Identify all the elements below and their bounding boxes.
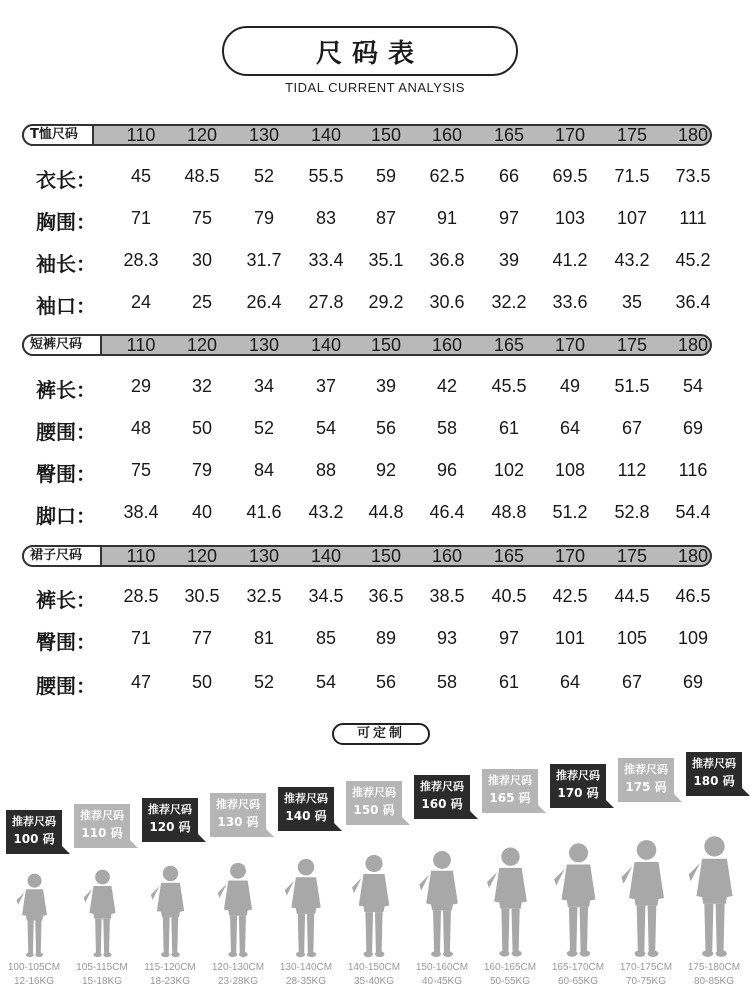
measure-value: 32.5 [246,586,282,606]
weight-range: 28-35KG [285,976,327,987]
recommend-size: 150 码 [353,803,395,817]
badge-tail [334,823,342,831]
measure-label: 衣长： [36,168,96,192]
size-header-3 [22,545,712,567]
measure-value: 97 [498,628,520,648]
measure-value: 45 [130,166,152,186]
measure-value: 69 [682,672,704,692]
badge-tail [62,846,70,854]
measure-value: 56 [375,672,397,692]
section-label: 短裤尺码 [22,334,102,356]
size-header-cell: 150 [370,335,402,355]
badge-tail [538,805,546,813]
measure-value: 59 [375,166,397,186]
size-header-cell: 170 [554,125,586,145]
badge-tail [674,794,682,802]
recommend-size: 110 码 [81,826,123,841]
measure-value: 111 [679,208,707,228]
measure-value: 51.2 [552,502,588,522]
size-header-cell: 110 [126,335,156,355]
measure-value: 69.5 [552,166,588,186]
measure-value: 41.2 [552,250,588,270]
measure-value: 30.6 [429,292,465,312]
measure-value: 116 [678,460,708,480]
measure-value: 38.5 [429,586,465,606]
measure-label: 臀围： [36,462,96,486]
child-silhouette [283,857,329,958]
measure-label: 袖口： [36,294,96,318]
measure-value: 26.4 [246,292,282,312]
measure-value: 44.8 [368,502,404,522]
measure-label: 裤长： [36,588,96,612]
height-range: 100-105CM [7,962,61,973]
child-silhouette [350,853,398,958]
recommend-size: 180 码 [693,774,735,788]
measure-value: 71 [130,628,152,648]
measure-value: 29.2 [368,292,404,312]
size-header-cell: 110 [126,546,156,566]
recommend-label: 推荐尺码 [420,780,464,794]
measure-value: 39 [375,376,397,396]
recommend-badge [346,781,402,825]
measure-value: 83 [315,208,337,228]
size-header-cell: 150 [370,546,402,566]
size-header-cell: 180 [677,125,709,145]
page-subtitle: TIDAL CURRENT ANALYSIS [285,80,465,95]
weight-range: 18-23KG [149,976,191,987]
measure-value: 42.5 [552,586,588,606]
measure-value: 24 [130,292,152,312]
measure-value: 50 [191,672,213,692]
measure-value: 30.5 [184,586,220,606]
size-header-1 [22,124,712,146]
measure-value: 52 [253,672,275,692]
measure-value: 55.5 [308,166,344,186]
measure-value: 67 [621,672,643,692]
measure-value: 62.5 [429,166,465,186]
measure-value: 109 [677,628,709,648]
size-header-2 [22,334,712,356]
measure-value: 33.4 [308,250,344,270]
height-range: 150-160CM [415,962,469,973]
size-header-cell: 130 [248,125,280,145]
measure-value: 32 [191,376,213,396]
measure-value: 51.5 [614,376,650,396]
size-header-cell: 160 [431,125,463,145]
measure-label: 腰围： [36,674,96,698]
measure-value: 35 [621,292,643,312]
badge-tail [742,788,750,796]
measure-value: 38.4 [123,502,159,522]
recommend-label: 推荐尺码 [216,797,260,811]
size-header-cell: 140 [310,335,342,355]
child-silhouette [15,872,54,958]
measure-value: 48 [130,418,152,438]
weight-range: 35-40KG [353,976,395,987]
measure-value: 29 [130,376,152,396]
measure-value: 108 [554,460,586,480]
measure-value: 35.1 [368,250,404,270]
child-silhouette [417,849,467,958]
size-header-cell: 175 [616,546,648,566]
size-header-cell: 120 [186,335,218,355]
weight-range: 60-65KG [557,976,599,987]
badge-tail [198,834,206,842]
measure-value: 84 [253,460,275,480]
measure-value: 96 [436,460,458,480]
measure-value: 105 [616,628,648,648]
badge-tail [266,829,274,837]
measure-value: 48.8 [491,502,527,522]
recommend-label: 推荐尺码 [488,774,532,788]
recommend-size: 140 码 [285,808,327,823]
child-silhouette [552,841,605,958]
measure-value: 54 [682,376,704,396]
measure-value: 54.4 [675,502,711,522]
height-range: 115-120CM [144,962,196,973]
height-range: 130-140CM [279,962,333,973]
measure-value: 25 [191,292,213,312]
measure-label: 腰围： [36,420,96,444]
measure-value: 27.8 [308,292,344,312]
weight-range: 70-75KG [625,976,667,987]
size-header-cell: 170 [554,335,586,355]
child-silhouette [216,861,260,958]
measure-value: 41.6 [246,502,282,522]
measure-value: 97 [498,208,520,228]
size-header-cell: 130 [248,335,280,355]
measure-value: 93 [436,628,458,648]
recommend-label: 推荐尺码 [624,762,668,776]
recommend-badge [210,793,266,837]
measure-value: 40 [191,502,213,522]
recommend-badge [550,764,606,808]
measure-label: 脚口： [36,504,96,528]
measure-value: 37 [315,376,337,396]
measure-value: 58 [436,672,458,692]
measure-value: 33.6 [552,292,588,312]
measure-value: 61 [498,418,520,438]
size-header-cell: 140 [310,125,342,145]
measure-value: 66 [498,166,520,186]
measure-value: 71 [130,208,152,228]
size-header-cell: 130 [248,546,280,566]
measure-value: 31.7 [246,250,282,270]
measure-value: 75 [191,208,213,228]
recommend-badge [618,758,674,802]
recommend-label: 推荐尺码 [692,757,736,770]
measure-value: 43.2 [308,502,344,522]
size-header-cell: 160 [431,546,463,566]
measure-value: 64 [559,418,581,438]
recommend-badge [6,810,62,854]
measure-value: 34.5 [308,586,344,606]
page-title: 尺码表 [315,38,424,69]
size-header-cell: 140 [310,546,342,566]
recommend-size: 100 码 [13,832,55,846]
section-label: T恤尺码 [22,124,94,146]
size-header-cell: 120 [186,546,218,566]
measure-value: 112 [617,460,647,480]
weight-range: 12-16KG [13,976,55,987]
child-silhouette [686,834,743,958]
height-range: 165-170CM [551,962,605,973]
recommend-badge [482,769,538,813]
measure-value: 107 [616,208,648,228]
measure-label: 裤长： [36,378,96,402]
size-header-cell: 165 [493,546,525,566]
measure-value: 34 [253,376,275,396]
measure-value: 61 [498,672,520,692]
measure-value: 36.5 [368,586,404,606]
weight-range: 23-28KG [217,976,259,987]
child-silhouette [149,864,192,958]
measure-value: 102 [493,460,525,480]
size-header-cell: 150 [370,125,402,145]
measure-value: 88 [315,460,337,480]
child-silhouette [619,838,674,958]
height-range: 120-130CM [211,962,265,973]
recommend-size: 170 码 [557,785,599,800]
child-silhouette [82,868,123,958]
measure-value: 28.3 [123,250,159,270]
size-header-cell: 180 [677,546,709,566]
badge-tail [130,840,138,848]
measure-value: 47 [130,672,152,692]
recommend-label: 推荐尺码 [148,803,192,817]
recommend-badge [414,775,470,819]
measure-value: 92 [375,460,397,480]
measure-label: 臀围： [36,630,96,654]
measure-value: 40.5 [491,586,527,606]
recommend-badge [278,787,334,831]
size-header-cell: 165 [493,335,525,355]
measure-value: 50 [191,418,213,438]
measure-value: 46.5 [675,586,711,606]
measure-value: 64 [559,672,581,692]
custom-label: 可定制 [332,723,430,745]
recommend-badge [142,798,198,842]
size-header-cell: 170 [554,546,586,566]
recommend-label: 推荐尺码 [352,786,396,799]
measure-value: 103 [554,208,586,228]
measure-label: 胸围： [36,210,96,234]
section-label: 裙子尺码 [22,545,102,567]
measure-value: 52 [253,418,275,438]
measure-value: 52 [253,166,275,186]
measure-value: 81 [253,628,275,648]
measure-value: 42 [436,376,458,396]
measure-value: 39 [498,250,520,270]
weight-range: 15-18KG [81,976,123,987]
child-silhouette [485,845,536,958]
measure-value: 69 [682,418,704,438]
measure-value: 48.5 [184,166,220,186]
measure-value: 58 [436,418,458,438]
measure-value: 36.4 [675,292,711,312]
measure-value: 45.2 [675,250,711,270]
recommend-badge [686,752,742,796]
size-header-cell: 175 [616,335,648,355]
measure-value: 30 [191,250,213,270]
measure-value: 44.5 [614,586,650,606]
measure-value: 79 [253,208,275,228]
measure-value: 67 [621,418,643,438]
recommend-size: 165 码 [489,791,531,806]
weight-range: 40-45KG [421,976,463,987]
weight-range: 50-55KG [489,976,531,987]
recommend-badge [74,804,130,848]
measure-value: 77 [191,628,213,648]
height-range: 170-175CM [619,962,673,973]
measure-value: 87 [375,208,397,228]
measure-value: 46.4 [429,502,465,522]
recommend-size: 120 码 [149,820,191,835]
measure-value: 101 [554,628,586,648]
size-header-cell: 120 [186,125,218,145]
recommend-size: 160 码 [421,797,463,812]
measure-value: 43.2 [614,250,650,270]
recommend-label: 推荐尺码 [12,815,56,828]
recommend-size: 175 码 [625,779,667,794]
measure-label: 袖长： [36,252,96,276]
height-range: 175-180CM [687,962,741,973]
measure-value: 36.8 [429,250,465,270]
height-range: 160-165CM [483,962,537,973]
measure-value: 85 [315,628,337,648]
height-range: 105-115CM [76,962,128,973]
measure-value: 49 [559,376,581,396]
badge-tail [470,811,478,819]
recommend-label: 推荐尺码 [556,768,600,782]
size-header-cell: 180 [677,335,709,355]
recommend-size: 130 码 [217,814,259,829]
measure-value: 91 [436,208,458,228]
measure-value: 79 [191,460,213,480]
measure-value: 71.5 [614,166,650,186]
recommend-label: 推荐尺码 [80,809,124,823]
measure-value: 54 [315,672,337,692]
size-header-cell: 160 [431,335,463,355]
measure-value: 73.5 [675,166,711,186]
measure-value: 75 [130,460,152,480]
measure-value: 32.2 [491,292,527,312]
size-header-cell: 175 [616,125,648,145]
badge-tail [402,817,410,825]
recommend-label: 推荐尺码 [284,791,328,805]
title-box [222,26,518,76]
measure-value: 56 [375,418,397,438]
weight-range: 80-85KG [693,976,735,987]
size-header-cell: 110 [126,125,156,145]
measure-value: 54 [315,418,337,438]
measure-value: 28.5 [123,586,159,606]
measure-value: 45.5 [491,376,527,396]
height-range: 140-150CM [347,962,401,973]
badge-tail [606,800,614,808]
measure-value: 89 [375,628,397,648]
measure-value: 52.8 [614,502,650,522]
size-header-cell: 165 [493,125,525,145]
